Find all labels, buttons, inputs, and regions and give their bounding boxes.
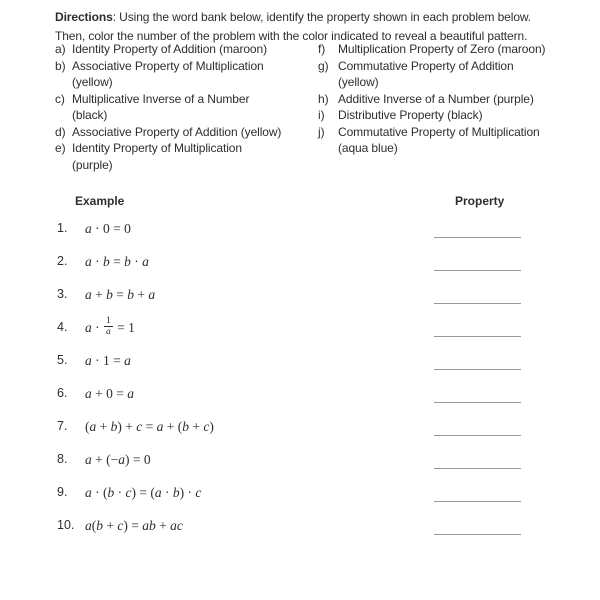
problems-list <box>55 0 565 600</box>
answer-blank[interactable] <box>434 419 521 436</box>
problem-number: 2. <box>57 254 68 268</box>
problem-number: 7. <box>57 419 68 433</box>
answer-blank[interactable] <box>434 254 521 271</box>
directions-label: Directions <box>55 10 113 24</box>
word-bank-letter: e) <box>55 141 66 155</box>
problem-equation: a + b = b + a <box>85 287 156 302</box>
problem-equation: a(b + c) = ab + ac <box>85 518 183 533</box>
word-bank-label: Associative Property of Addition (yellow) <box>72 124 282 139</box>
problem-number: 1. <box>57 221 68 235</box>
answer-blank[interactable] <box>434 287 521 304</box>
problem-row <box>55 318 555 348</box>
problem-equation: a · $\frac{1}{a}$ = 1 <box>85 316 135 338</box>
word-bank-label: Identity Property of Multiplication (purple) <box>72 141 242 172</box>
problem-equation: a · b = b · a <box>85 254 149 269</box>
problem-equation: a · 1 = a <box>85 353 131 368</box>
problem-equation: (a + b) + c = a + (b + c) <box>85 419 214 434</box>
example-column-header: Example <box>75 194 125 208</box>
word-bank-letter: b) <box>55 58 66 73</box>
problem-number: 6. <box>57 386 68 400</box>
problem-row <box>55 417 555 447</box>
problem-row <box>55 252 555 282</box>
problem-row <box>55 516 555 546</box>
property-column-header: Property <box>455 194 505 208</box>
problem-equation: a + (−a) = 0 <box>85 452 151 467</box>
word-bank-label: Multiplicative Inverse of a Number (black) <box>72 91 250 122</box>
answer-blank[interactable] <box>434 221 521 238</box>
answer-blank[interactable] <box>434 386 521 403</box>
directions-line1: : Using the word bank below, identify the property shown in each problem below. <box>112 10 532 24</box>
word-bank-letter: g) <box>318 58 329 73</box>
directions-line2: Then, color the number of the problem with the color indicated to reveal a beautiful pattern. <box>55 29 528 43</box>
word-bank-letter: i) <box>318 108 325 122</box>
problem-equation: a · 0 = 0 <box>85 221 131 236</box>
word-bank-label: Identity Property of Addition (maroon) <box>72 42 267 56</box>
problem-row <box>55 285 555 315</box>
answer-blank[interactable] <box>434 518 521 535</box>
problem-row <box>55 450 555 480</box>
problem-equation: a + 0 = a <box>85 386 134 401</box>
word-bank-label: Commutative Property of Multiplication (aqua blue) <box>338 124 540 155</box>
word-bank-label: Distributive Property (black) <box>338 108 483 122</box>
problem-number: 10. <box>57 518 75 532</box>
word-bank-letter: d) <box>55 124 66 139</box>
problem-number: 4. <box>57 320 68 334</box>
problem-number: 9. <box>57 485 68 499</box>
word-bank-label: Additive Inverse of a Number (purple) <box>338 91 534 106</box>
problem-row <box>55 351 555 381</box>
problem-number: 3. <box>57 287 68 301</box>
problem-row <box>55 483 555 513</box>
word-bank-label: Associative Property of Multiplication (yellow) <box>72 58 264 89</box>
problem-number: 8. <box>57 452 68 466</box>
word-bank-letter: j) <box>318 124 325 139</box>
word-bank-label: Multiplication Property of Zero (maroon) <box>338 42 546 56</box>
fraction: $\frac{1}{a}$ <box>106 316 111 338</box>
word-bank-letter: h) <box>318 91 329 106</box>
problem-equation: a · (b · c) = (a · b) · c <box>85 485 202 500</box>
problem-number: 5. <box>57 353 68 367</box>
answer-blank[interactable] <box>434 353 521 370</box>
answer-blank[interactable] <box>434 320 521 337</box>
word-bank-letter: a) <box>55 42 66 56</box>
word-bank-letter: f) <box>318 42 326 56</box>
answer-blank[interactable] <box>434 485 521 502</box>
problem-row <box>55 219 555 249</box>
word-bank-letter: c) <box>55 91 65 106</box>
word-bank-label: Commutative Property of Addition (yellow) <box>338 58 514 89</box>
answer-blank[interactable] <box>434 452 521 469</box>
problem-row <box>55 384 555 414</box>
